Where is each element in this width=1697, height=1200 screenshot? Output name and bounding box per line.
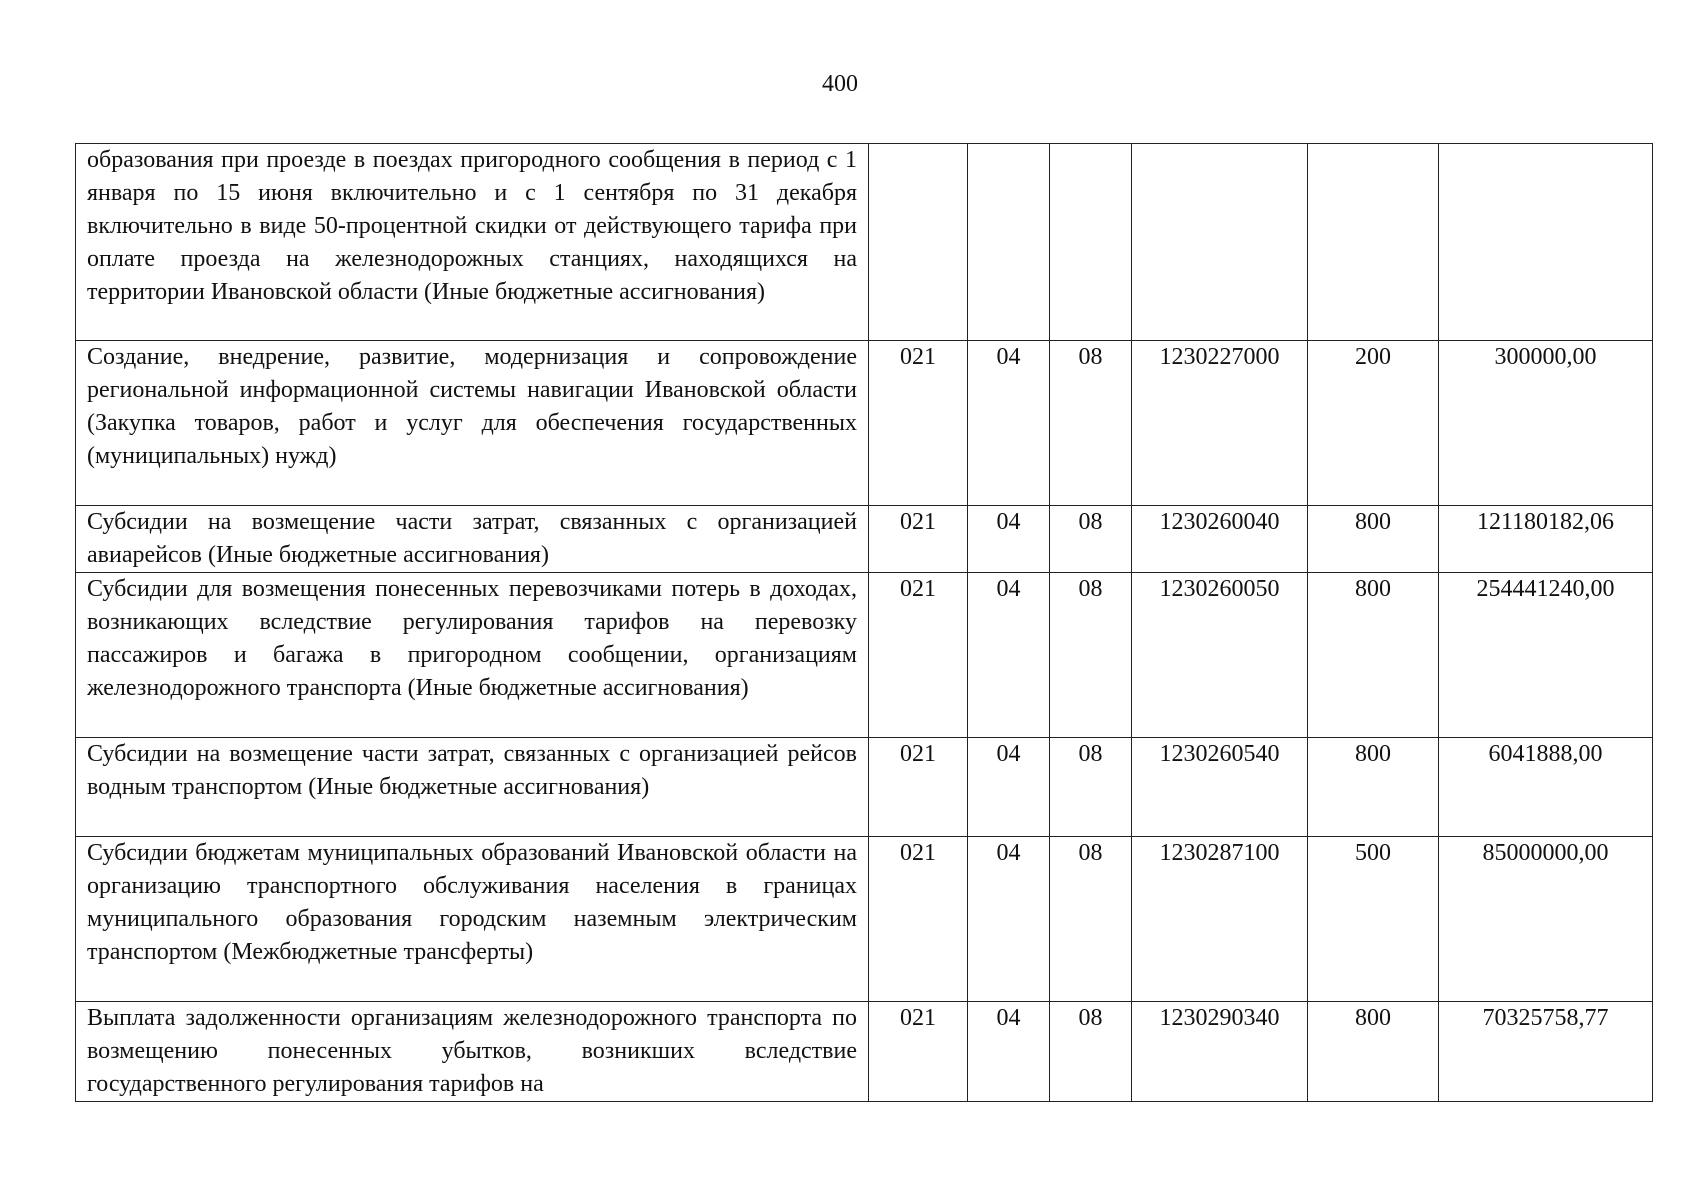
- amount: 85000000,00: [1439, 837, 1653, 1002]
- table-row: [76, 1002, 1653, 1102]
- amount: 70325758,77: [1439, 1002, 1653, 1102]
- target-code: 1230260050: [1132, 573, 1308, 738]
- subsection-code: 08: [1050, 1002, 1132, 1102]
- section-code: 04: [968, 738, 1050, 837]
- section-code: 04: [968, 837, 1050, 1002]
- amount: 300000,00: [1439, 341, 1653, 506]
- target-code: 1230260540: [1132, 738, 1308, 837]
- section-code: 04: [968, 573, 1050, 738]
- amount: 6041888,00: [1439, 738, 1653, 837]
- table-row: [76, 738, 1653, 837]
- target-code: [1132, 144, 1308, 341]
- target-code: 1230227000: [1132, 341, 1308, 506]
- budget-table: [75, 143, 1653, 1102]
- expense-type-code: [1308, 144, 1439, 341]
- row-description: Выплата задолженности организациям железнодорожного транспорта по возмещению понесенных убытков, возникших вследствие государственного регулирования тарифов на: [76, 1002, 869, 1102]
- expense-type-code: 200: [1308, 341, 1439, 506]
- expense-type-code: 800: [1308, 573, 1439, 738]
- table-row: [76, 837, 1653, 1002]
- section-code: 04: [968, 341, 1050, 506]
- table-row: [76, 506, 1653, 573]
- target-code: 1230260040: [1132, 506, 1308, 573]
- target-code: 1230290340: [1132, 1002, 1308, 1102]
- subsection-code: 08: [1050, 341, 1132, 506]
- admin-code: [869, 144, 968, 341]
- table-row: [76, 144, 1653, 341]
- row-description: Субсидии бюджетам муниципальных образований Ивановской области на организацию транспортного обслуживания населения в границах муниципального образования городским наземным электрическим транспортом (Межбюджетные трансферты): [76, 837, 869, 1002]
- row-description: Создание, внедрение, развитие, модернизация и сопровождение региональной информационной системы навигации Ивановской области (Закупка товаров, работ и услуг для обеспечения государственных (муниципальных) нужд): [76, 341, 869, 506]
- admin-code: 021: [869, 837, 968, 1002]
- subsection-code: 08: [1050, 506, 1132, 573]
- amount: 254441240,00: [1439, 573, 1653, 738]
- admin-code: 021: [869, 506, 968, 573]
- subsection-code: 08: [1050, 573, 1132, 738]
- subsection-code: 08: [1050, 837, 1132, 1002]
- expense-type-code: 800: [1308, 1002, 1439, 1102]
- expense-type-code: 500: [1308, 837, 1439, 1002]
- row-description: Субсидии на возмещение части затрат, связанных с организацией рейсов водным транспортом (Иные бюджетные ассигнования): [76, 738, 869, 837]
- expense-type-code: 800: [1308, 738, 1439, 837]
- row-description: Субсидии для возмещения понесенных перевозчиками потерь в доходах, возникающих вследствие регулирования тарифов на перевозку пассажиров и багажа в пригородном сообщении, организациям железнодорожного транспорта (Иные бюджетные ассигнования): [76, 573, 869, 738]
- page-number: 400: [822, 71, 858, 97]
- table-row: [76, 573, 1653, 738]
- admin-code: 021: [869, 341, 968, 506]
- subsection-code: 08: [1050, 738, 1132, 837]
- amount: [1439, 144, 1653, 341]
- subsection-code: [1050, 144, 1132, 341]
- admin-code: 021: [869, 573, 968, 738]
- section-code: 04: [968, 1002, 1050, 1102]
- row-description: Субсидии на возмещение части затрат, связанных с организацией авиарейсов (Иные бюджетные ассигнования): [76, 506, 869, 573]
- expense-type-code: 800: [1308, 506, 1439, 573]
- section-code: [968, 144, 1050, 341]
- row-description: образования при проезде в поездах пригородного сообщения в период с 1 января по 15 июня включительно и с 1 сентября по 31 декабря включительно в виде 50-процентной скидки от действующего тарифа при оплате проезда на железнодорожных станциях, находящихся на территории Ивановской области (Иные бюджетные ассигнования): [76, 144, 869, 341]
- amount: 121180182,06: [1439, 506, 1653, 573]
- admin-code: 021: [869, 1002, 968, 1102]
- target-code: 1230287100: [1132, 837, 1308, 1002]
- table-row: [76, 341, 1653, 506]
- section-code: 04: [968, 506, 1050, 573]
- admin-code: 021: [869, 738, 968, 837]
